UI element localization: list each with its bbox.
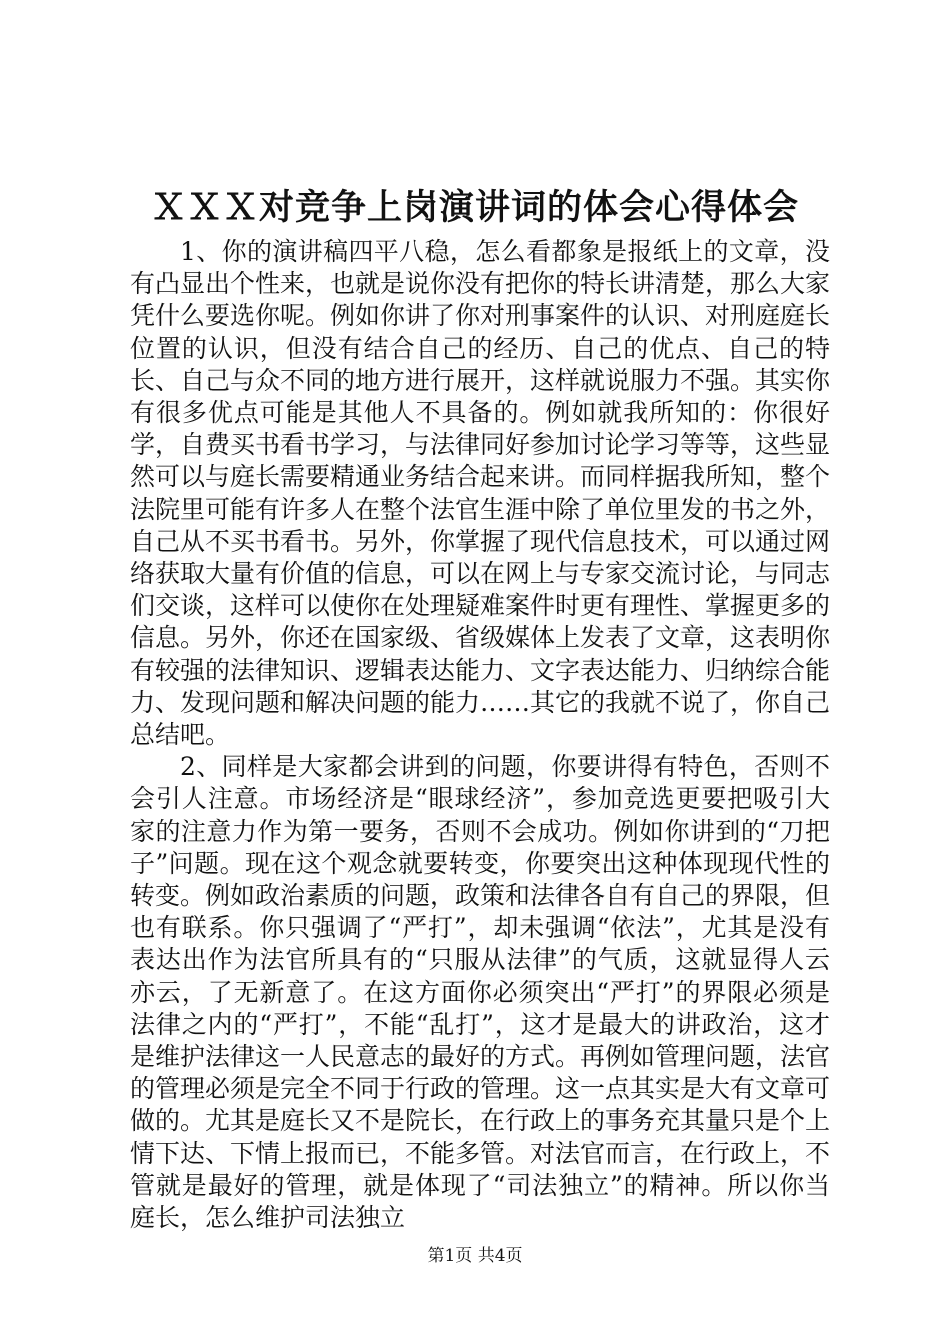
page-number-footer: 第1页 共4页: [427, 1246, 523, 1266]
paragraph-1: 1、你的演讲稿四平八稳，怎么看都象是报纸上的文章，没有凸显出个性来，也就是说你没有把你的特长讲清楚，那么大家凭什么要选你呢。例如你讲了你对刑事案件的认识、对刑庭庭长位置的认识，但没有结合自己的经历、自己的优点、自己的特长、自己与众不同的地方进行展开，这样就说服力不强。其实你有很多优点可能是其他人不具备的。例如就我所知的：你很好学，自费买书看书学习，与法律同好参加讨论学习等等，这些显然可以与庭长需要精通业务结合起来讲。而同样据我所知，整个法院里可能有许多人在整个法官生涯中除了单位里发的书之外，自己从不买书看书。另外，你掌握了现代信息技术，可以通过网络获取大量有价值的信息，可以在网上与专家交流讨论，与同志们交谈，这样可以使你在处理疑难案件时更有理性、掌握更多的信息。另外，你还在国家级、省级媒体上发表了文章，这表明你有较强的法律知识、逻辑表达能力、文字表达能力、归纳综合能力、发现问题和解决问题的能力……其它的我就不说了，你自己总结吧。: [130, 237, 831, 750]
document-body: [130, 236, 830, 1234]
document-title: ＸＸＸ对竞争上岗演讲词的体会心得体会: [150, 187, 799, 228]
paragraph-2: 2、同样是大家都会讲到的问题，你要讲得有特色，否则不会引人注意。市场经济是“眼球经济”，参加竞选更要把吸引大家的注意力作为第一要务，否则不会成功。例如你讲到的“刀把子”问题。现在这个观念就要转变，你要突出这种体现现代性的转变。例如政治素质的问题，政策和法律各自有自己的界限，但也有联系。你只强调了“严打”，却未强调“依法”，尤其是没有表达出作为法官所具有的“只服从法律”的气质，这就显得人云亦云，了无新意了。在这方面你必须突出“严打”的界限必须是法律之内的“严打”，不能“乱打”，这才是最大的讲政治，这才是维护法律这一人民意志的最好的方式。再例如管理问题，法官的管理必须是完全不同于行政的管理。这一点其实是大有文章可做的。尤其是庭长又不是院长，在行政上的事务充其量只是个上情下达、下情上报而已，不能多管。对法官而言，在行政上，不管就是最好的管理，就是体现了“司法独立”的精神。所以你当庭长，怎么维护司法独立: [130, 752, 831, 1233]
